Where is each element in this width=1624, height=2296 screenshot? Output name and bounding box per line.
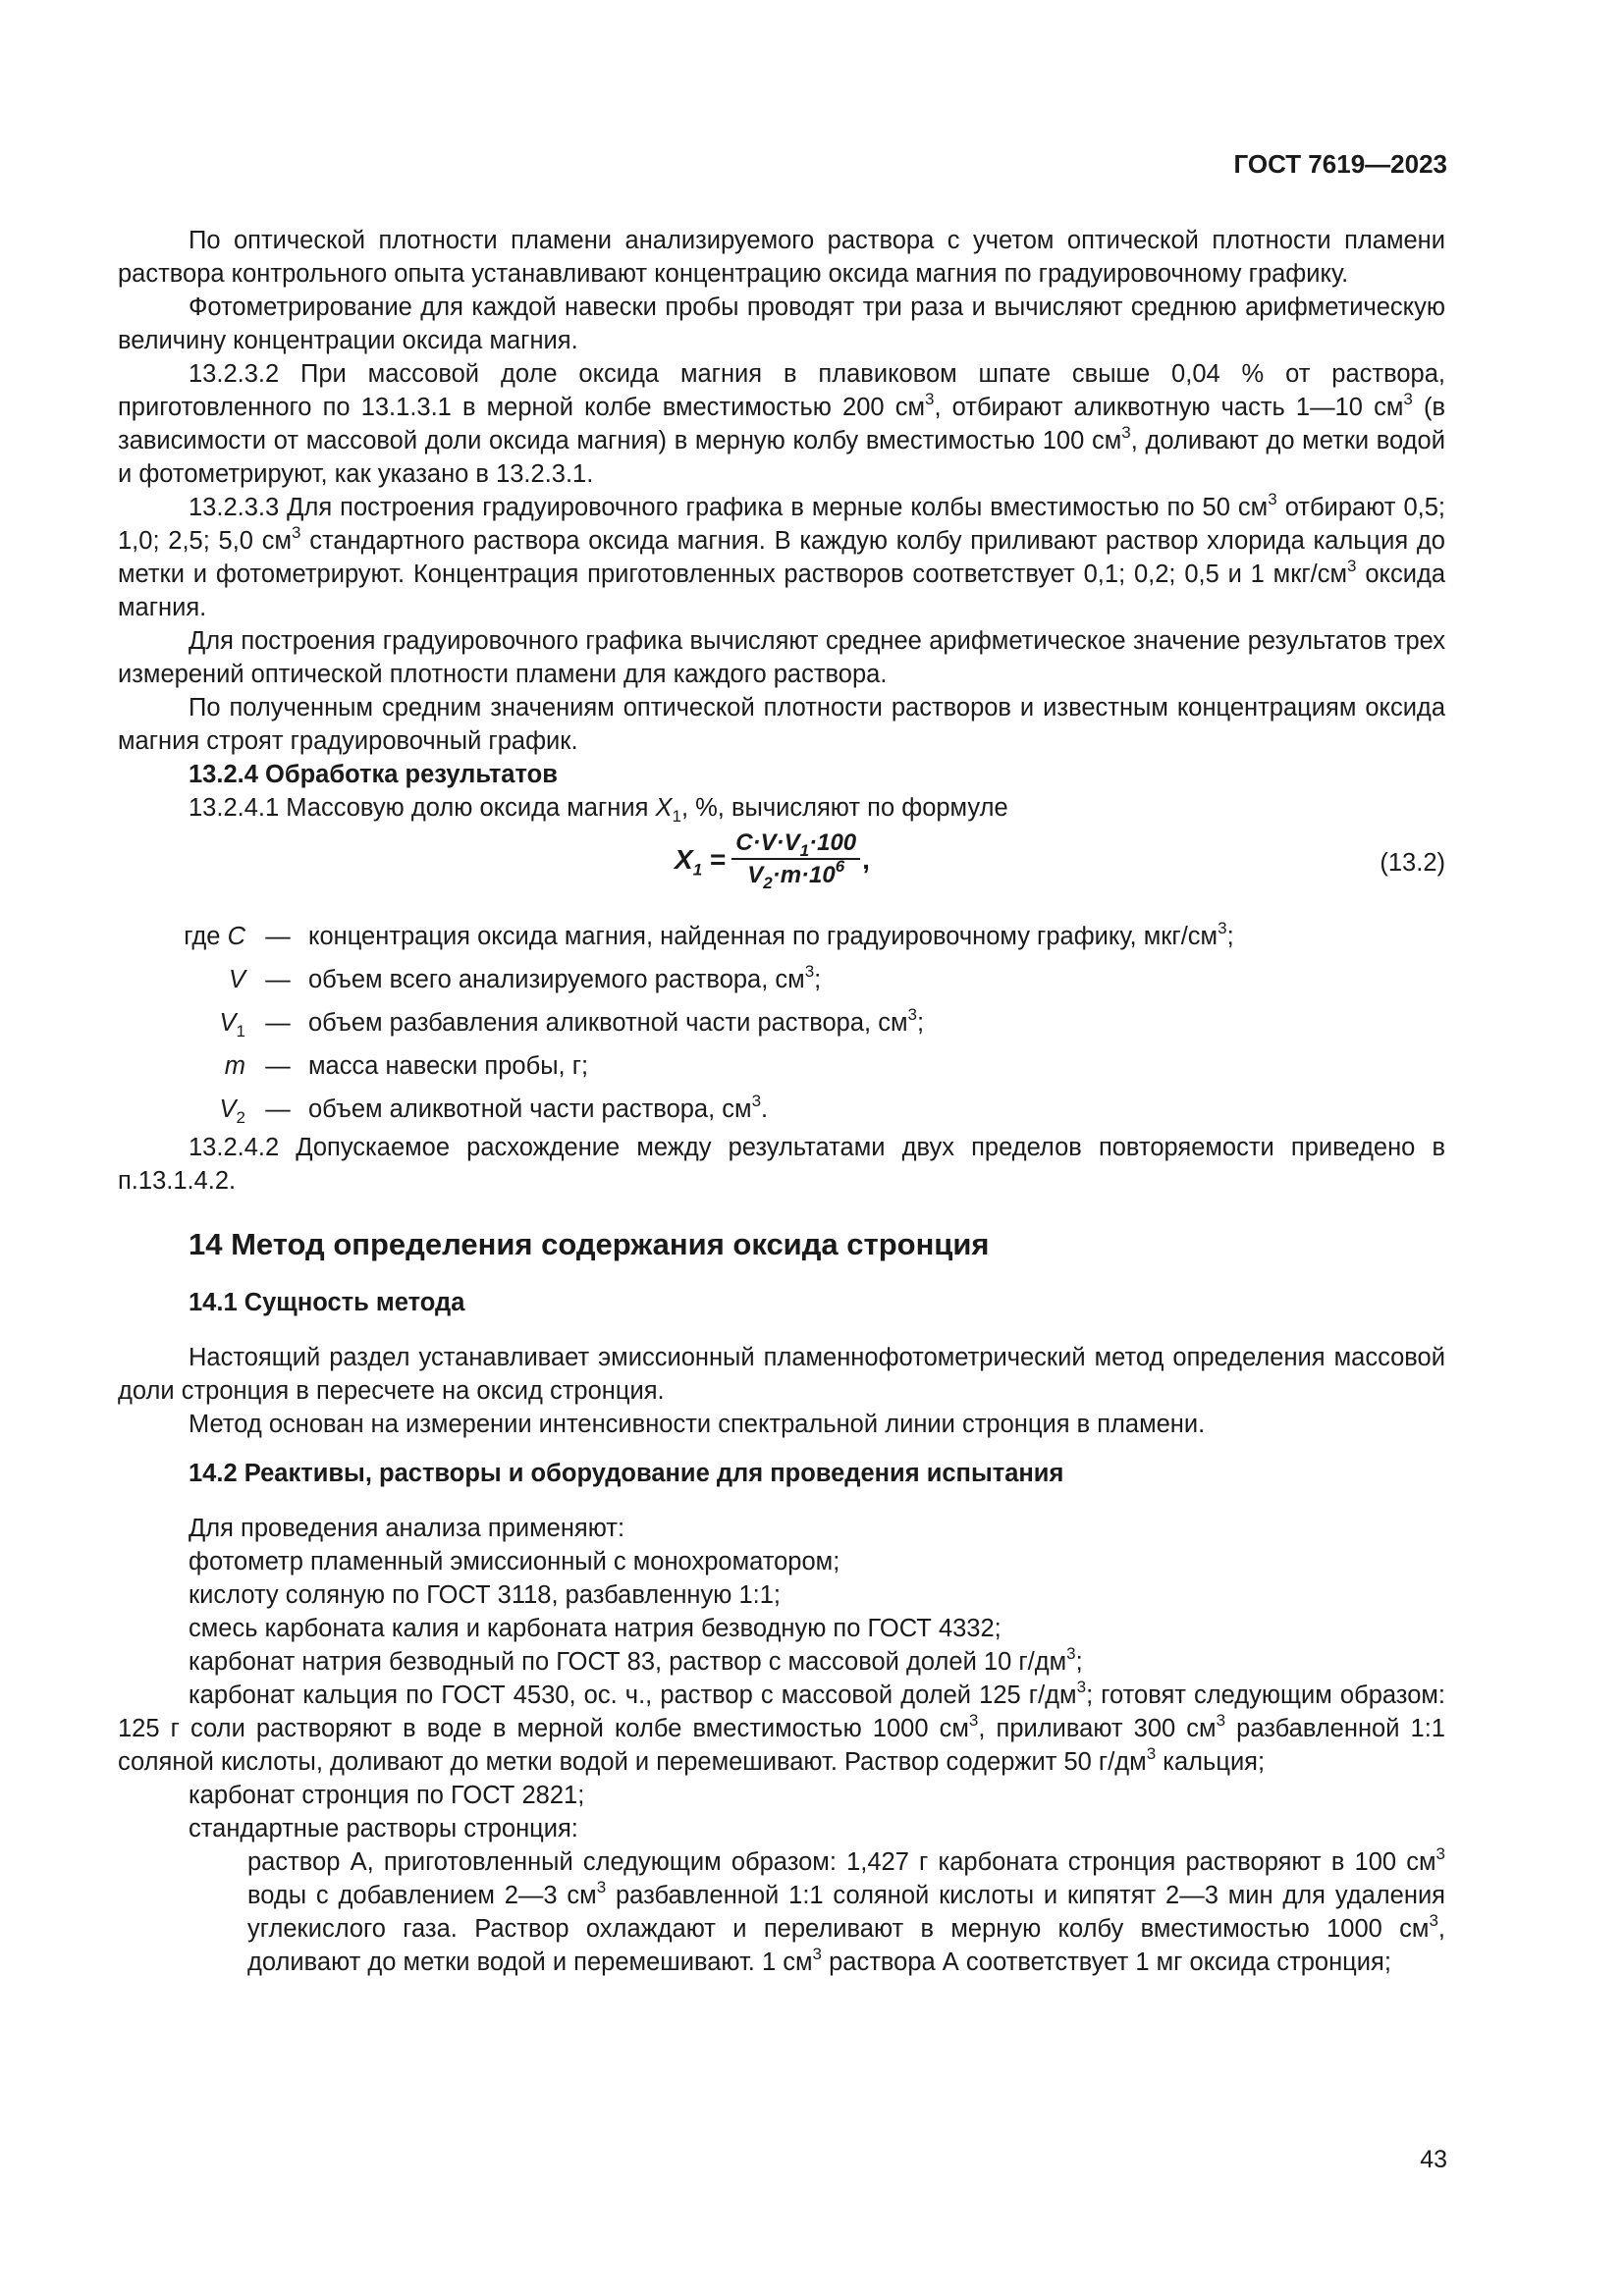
where-row: V — объем всего анализируемого раствора, $см^3$;	[228, 961, 822, 993]
formula-number: (13.2)	[1380, 849, 1445, 877]
paragraph: Для построения градуировочного графика вычисляют среднее арифметическое значение результатов трех измерений оптической плотности пламени для каждого раствора.	[118, 627, 1445, 688]
list-item: карбонат натрия безводный по ГОСТ 83, раствор с массовой долей 10 $г/дм^3$;	[189, 1643, 1083, 1676]
where-row: $V_2$ — объем аликвотной части раствора, $см^3$.	[219, 1091, 769, 1128]
formula-numerator: $C\cdot V\cdot V_1\cdot 100$	[731, 828, 860, 860]
paragraph: Фотометрирование для каждой навески пробы проводят три раза и вычисляют среднюю арифметическую величину концентрации оксида магния.	[118, 294, 1445, 354]
page-number: 43	[1420, 2146, 1447, 2173]
paragraph: Настоящий раздел устанавливает эмиссионный пламеннофотометрический метод определения массовой доли стронция в пересчете на оксид стронция.	[118, 1344, 1445, 1405]
subsection-heading-14-1: 14.1 Сущность метода	[189, 1289, 465, 1316]
paragraph: По полученным средним значениям оптической плотности растворов и известным концентрациям оксида магния строят градуировочный график.	[118, 694, 1445, 755]
where-row: $V_1$ — объем разбавления аликвотной части раствора, $см^3$;	[219, 1004, 925, 1041]
paragraph-13-2-4-1: 13.2.4.1 Массовую долю оксида магния $X_1$, %, вычисляют по формуле	[189, 794, 1008, 827]
list-subitem: раствор А, приготовленный следующим образом: 1,427 г карбоната стронция растворяют в 100 $см^3$ воды с добавлением 2—3 $см^3$ разбавленной 1:1 соляной кислоты и кипятят 2—3 мин для удаления углекислого газа. Раствор охлаждают и переливают в мерную колбу вместимостью 1000 $см^3$, доливают до метки водой и перемешивают. 1 $см^3$ раствора А соответствует 1 мг оксида стронция;	[247, 1843, 1445, 1976]
formula-fraction	[731, 828, 860, 891]
formula-denominator: $V_2\cdot m\cdot 10^6$	[747, 857, 845, 892]
where-row: где C — концентрация оксида магния, найденная по градуировочному графику, мкг/$см^3$;	[184, 918, 1234, 950]
list-item: карбонат стронция по ГОСТ 2821;	[189, 1782, 585, 1809]
list-item: фотометр пламенный эмиссионный с монохроматором;	[189, 1548, 840, 1575]
doc-header-code: ГОСТ 7619—2023	[1233, 149, 1447, 179]
subsection-heading-13-2-4: 13.2.4 Обработка результатов	[189, 761, 558, 788]
formula-expression: $X_1$ = $\frac{C\cdot V\cdot V_1\cdot 100}{V_2\cdot m\cdot 10^6}$ ,	[675, 829, 870, 892]
paragraph-13-2-4-2: 13.2.4.2 Допускаемое расхождение между результатами двух пределов повторяемости приведено в п.13.1.4.2.	[118, 1134, 1445, 1195]
page-body	[118, 224, 1445, 1979]
paragraph: По оптической плотности пламени анализируемого раствора с учетом оптической плотности пламени раствора контрольного опыта устанавливают концентрацию оксида магния по градуировочному графику.	[118, 227, 1445, 288]
paragraph-13-2-3-3: 13.2.3.3 Для построения градуировочного графика в мерные колбы вместимостью по 50 $см^3$ отбирают 0,5; 1,0; 2,5; 5,0 $см^3$ стандартного раствора оксида магния. В каждую колбу приливают раствор хлорида кальция до метки и фотометрируют. Концентрация приготовленных растворов соответствует 0,1; 0,2; 0,5 и 1 мкг/$см^3$ оксида магния.	[118, 489, 1446, 621]
paragraph: Метод основан на измерении интенсивности спектральной линии стронция в пламени.	[189, 1411, 1206, 1438]
list-item: стандартные растворы стронция:	[189, 1815, 578, 1842]
where-row: m — масса навески пробы, г;	[224, 1052, 589, 1080]
paragraph-13-2-3-2: 13.2.3.2 При массовой доле оксида магния в плавиковом шпате свыше 0,04 % от раствора, приготовленного по 13.1.3.1 в мерной колбе вместимостью 200 $см^3$, отбирают аликвотную часть 1—10 $см^3$ (в зависимости от массовой доли оксида магния) в мерную колбу вместимостью 100 $см^3$, доливают до метки водой и фотометрируют, как указано в 13.2.3.1.	[118, 360, 1445, 488]
list-item: карбонат кальция по ГОСТ 4530, ос. ч., раствор с массовой долей 125 $г/дм^3$; готовят следующим образом: 125 г соли растворяют в воде в мерной колбе вместимостью 1000 $см^3$, приливают 300 $см^3$ разбавленной 1:1 соляной кислоты, доливают до метки водой и перемешивают. Раствор содержит 50 $г/дм^3$ кальция;	[118, 1677, 1445, 1776]
list-item: смесь карбоната калия и карбоната натрия безводную по ГОСТ 4332;	[189, 1615, 1001, 1642]
subsection-heading-14-2: 14.2 Реактивы, растворы и оборудование для проведения испытания	[189, 1460, 1064, 1487]
list-item: кислоту соляную по ГОСТ 3118, разбавленную 1:1;	[189, 1581, 782, 1609]
where-list	[118, 915, 1445, 1131]
list-item: Для проведения анализа применяют:	[189, 1515, 625, 1542]
section-heading-14: 14 Метод определения содержания оксида стронция	[189, 1227, 990, 1261]
formula-13-2	[118, 828, 1445, 901]
